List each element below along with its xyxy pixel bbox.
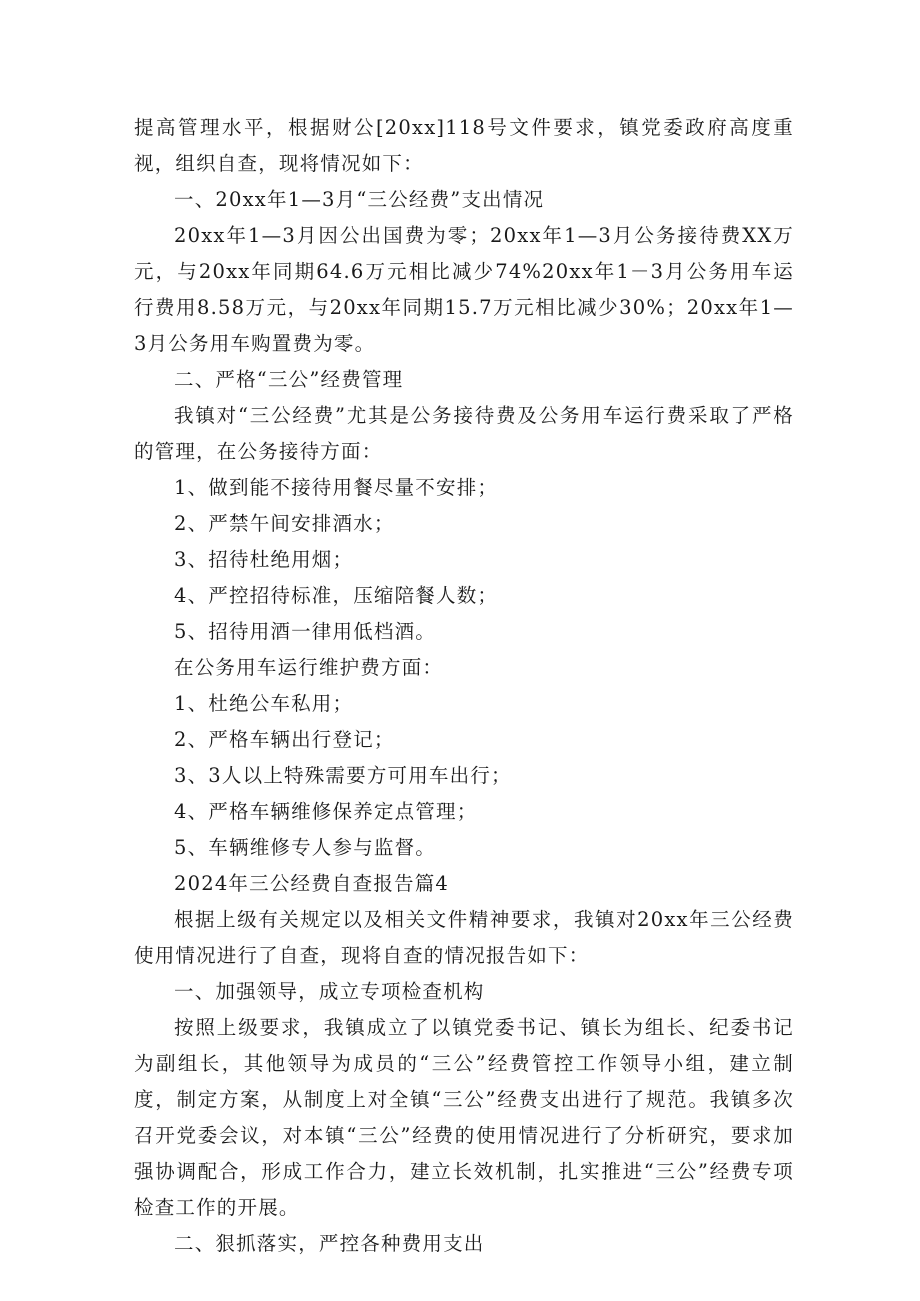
paragraph: 提高管理水平，根据财公[20xx]118号文件要求，镇党委政府高度重视，组织自查，现将情况如下： bbox=[134, 116, 794, 175]
paragraph: 我镇对“三公经费”尤其是公务接待费及公务用车运行费采取了严格的管理，在公务接待方面： bbox=[134, 404, 794, 463]
list-item: 2、严格车辆出行登记； bbox=[174, 728, 395, 751]
list-item: 5、招待用酒一律用低档酒。 bbox=[174, 620, 437, 643]
report-title: 2024年三公经费自查报告篇4 bbox=[174, 872, 450, 895]
paragraph: 按照上级要求，我镇成立了以镇党委书记、镇长为组长、纪委书记为副组长，其他领导为成员的“三公”经费管控工作领导小组，建立制度，制定方案，从制度上对全镇“三公”经费支出进行了规范。我镇多次召开党委会议，对本镇“三公”经费的使用情况进行了分析研究，要求加强协调配合，形成工作合力，建立长效机制，扎实推进“三公”经费专项检查工作的开展。 bbox=[134, 1016, 794, 1219]
list-item: 4、严格车辆维修保养定点管理； bbox=[174, 800, 478, 823]
list-item: 2、严禁午间安排酒水； bbox=[174, 512, 395, 535]
section-heading: 一、20xx年1—3月“三公经费”支出情况 bbox=[174, 188, 545, 211]
section-heading: 二、严格“三公”经费管理 bbox=[174, 368, 404, 391]
document-body bbox=[134, 110, 794, 1262]
list-item: 1、杜绝公车私用； bbox=[174, 692, 354, 715]
list-item: 4、严控招待标准，压缩陪餐人数； bbox=[174, 584, 499, 607]
section-heading: 二、狠抓落实，严控各种费用支出 bbox=[174, 1232, 485, 1255]
list-item: 1、做到能不接待用餐尽量不安排； bbox=[174, 476, 499, 499]
paragraph: 20xx年1—3月因公出国费为零；20xx年1—3月公务接待费XX万元，与20xx年同期64.6万元相比减少74%20xx年1－3月公务用车运行费用8.58万元，与20xx年同期15.7万元相比减少30%；20xx年1—3月公务用车购置费为零。 bbox=[134, 224, 794, 355]
list-item: 3、招待杜绝用烟； bbox=[174, 548, 354, 571]
paragraph: 根据上级有关规定以及相关文件精神要求，我镇对20xx年三公经费使用情况进行了自查，现将自查的情况报告如下： bbox=[134, 908, 794, 967]
list-item: 5、车辆维修专人参与监督。 bbox=[174, 836, 437, 859]
paragraph: 在公务用车运行维护费方面： bbox=[174, 656, 444, 679]
section-heading: 一、加强领导，成立专项检查机构 bbox=[174, 980, 485, 1003]
list-item: 3、3人以上特殊需要方可用车出行； bbox=[174, 764, 512, 787]
